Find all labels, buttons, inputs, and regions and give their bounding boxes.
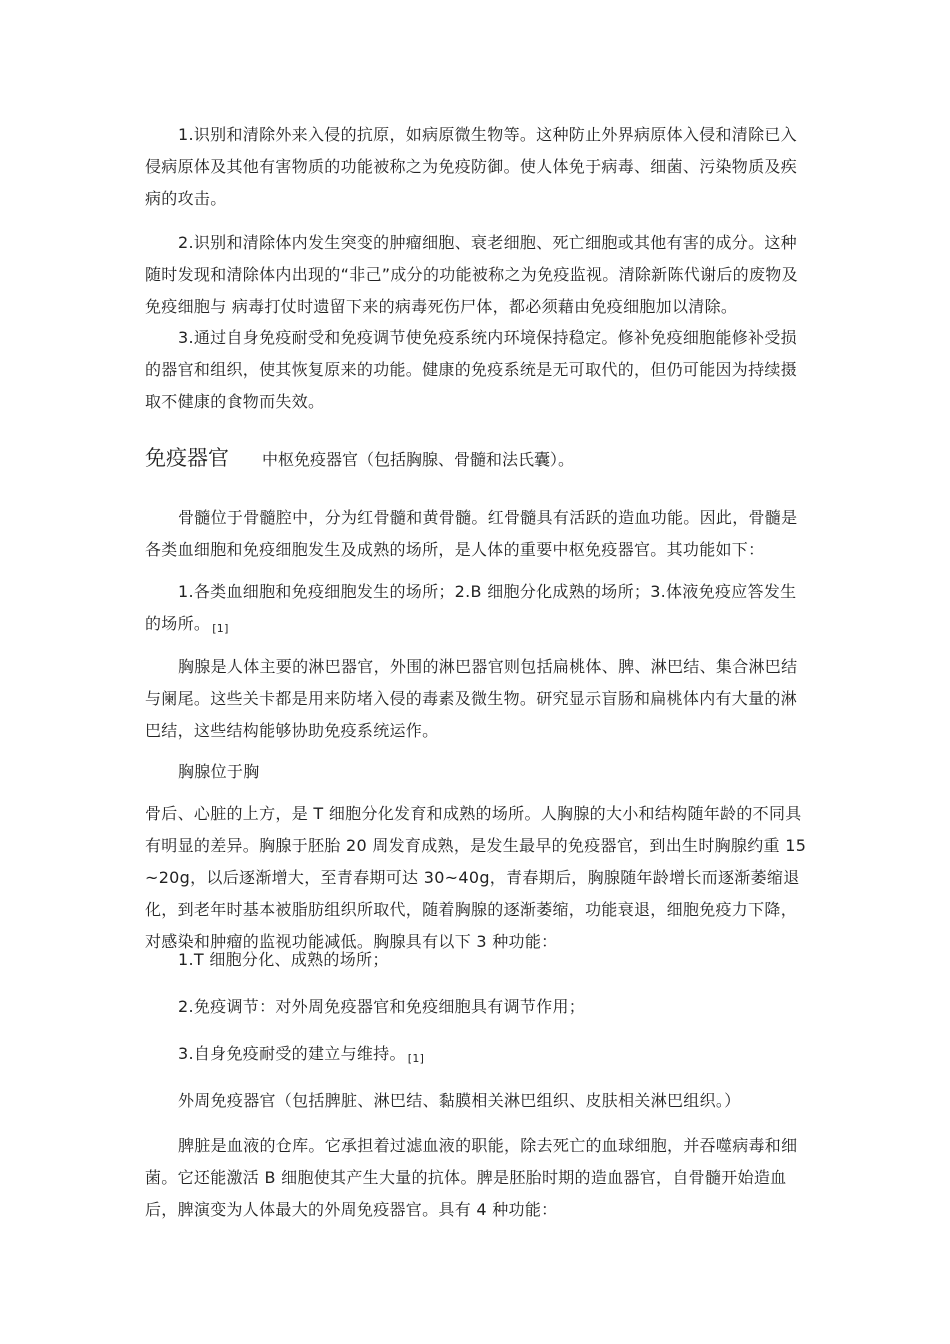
citation-ref[interactable]: [1]	[407, 1052, 425, 1065]
paragraph-thymus-lymph: 胸腺是人体主要的淋巴器官，外围的淋巴器官则包括扁桃体、脾、淋巴结、集合淋巴结与阑尾。这些关卡都是用来防堵入侵的毒素及微生物。研究显示盲肠和扁桃体内有大量的淋巴结，这些结构能够协助免疫系统运作。	[145, 657, 798, 740]
paragraph-spleen: 脾脏是血液的仓库。它承担着过滤血液的职能，除去死亡的血球细胞，并吞噬病毒和细菌。它还能激活 B 细胞使其产生大量的抗体。脾是胚胎时期的造血器官，自骨髓开始造血后，脾演变为人体最大的外周免疫器官。具有 4 种功能：	[145, 1136, 798, 1219]
list-item-thymus-function-3	[145, 1038, 807, 1075]
paragraph-thymus-details: 骨后、心脏的上方，是 T 细胞分化发育和成熟的场所。人胸腺的大小和结构随年龄的不同具有明显的差异。胸腺于胚胎 20 周发育成熟，是发生最早的免疫器官，到出生时胸腺约重 15~20g，以后逐渐增大，至青春期可达 30~40g，青春期后，胸腺随年龄增长而逐渐萎缩退化，到老年时基本被脂肪组织所取代，随着胸腺的逐渐萎缩，功能衰退，细胞免疫力下降，对感染和肿瘤的监视功能减低。胸腺具有以下 3 种功能：	[145, 804, 807, 951]
paragraph-immune-defense: 1.识别和清除外来入侵的抗原，如病原微生物等。这种防止外界病原体入侵和清除已入侵病原体及其他有害物质的功能被称之为免疫防御。使人体免于病毒、细菌、污染物质及疾病的攻击。	[145, 125, 798, 208]
section-heading: 免疫器官	[145, 446, 229, 470]
subheading-peripheral-organs: 外周免疫器官（包括脾脏、淋巴结、黏膜相关淋巴组织、皮肤相关淋巴组织。）	[178, 1091, 741, 1110]
paragraph-bone-marrow-functions	[145, 576, 807, 645]
paragraph-immune-homeostasis: 3.通过自身免疫耐受和免疫调节使免疫系统内环境保持稳定。修补免疫细胞能修补受损的器官和组织，使其恢复原来的功能。健康的免疫系统是无可取代的，但仍可能因为持续摄取不健康的食物而失效。	[145, 328, 798, 411]
subheading-central-organs: 中枢免疫器官（包括胸腺、骨髓和法氏囊）。	[262, 450, 575, 469]
list-item-thymus-function-1: 1.T 细胞分化、成熟的场所；	[178, 950, 389, 969]
paragraph-bone-marrow: 骨髓位于骨髓腔中，分为红骨髓和黄骨髓。红骨髓具有活跃的造血功能。因此，骨髓是各类血细胞和免疫细胞发生及成熟的场所，是人体的重要中枢免疫器官。其功能如下：	[145, 508, 798, 559]
citation-ref[interactable]: [1]	[212, 622, 229, 635]
thymus-function-3-text: 3.自身免疫耐受的建立与维持。	[178, 1044, 406, 1063]
list-item-thymus-function-2: 2.免疫调节：对外周免疫器官和免疫细胞具有调节作用；	[178, 997, 586, 1016]
paragraph-thymus-location: 胸腺位于胸	[178, 762, 260, 781]
paragraph-immune-surveillance: 2.识别和清除体内发生突变的肿瘤细胞、衰老细胞、死亡细胞或其他有害的成分。这种随时发现和清除体内出现的“非己”成分的功能被称之为免疫监视。清除新陈代谢后的废物及免疫细胞与 病毒打仗时遗留下来的病毒死伤尸体，都必须藉由免疫细胞加以清除。	[145, 233, 798, 316]
bone-marrow-functions-text: 1.各类血细胞和免疫细胞发生的场所；2.B 细胞分化成熟的场所；3.体液免疫应答发生的场所。	[145, 582, 797, 633]
